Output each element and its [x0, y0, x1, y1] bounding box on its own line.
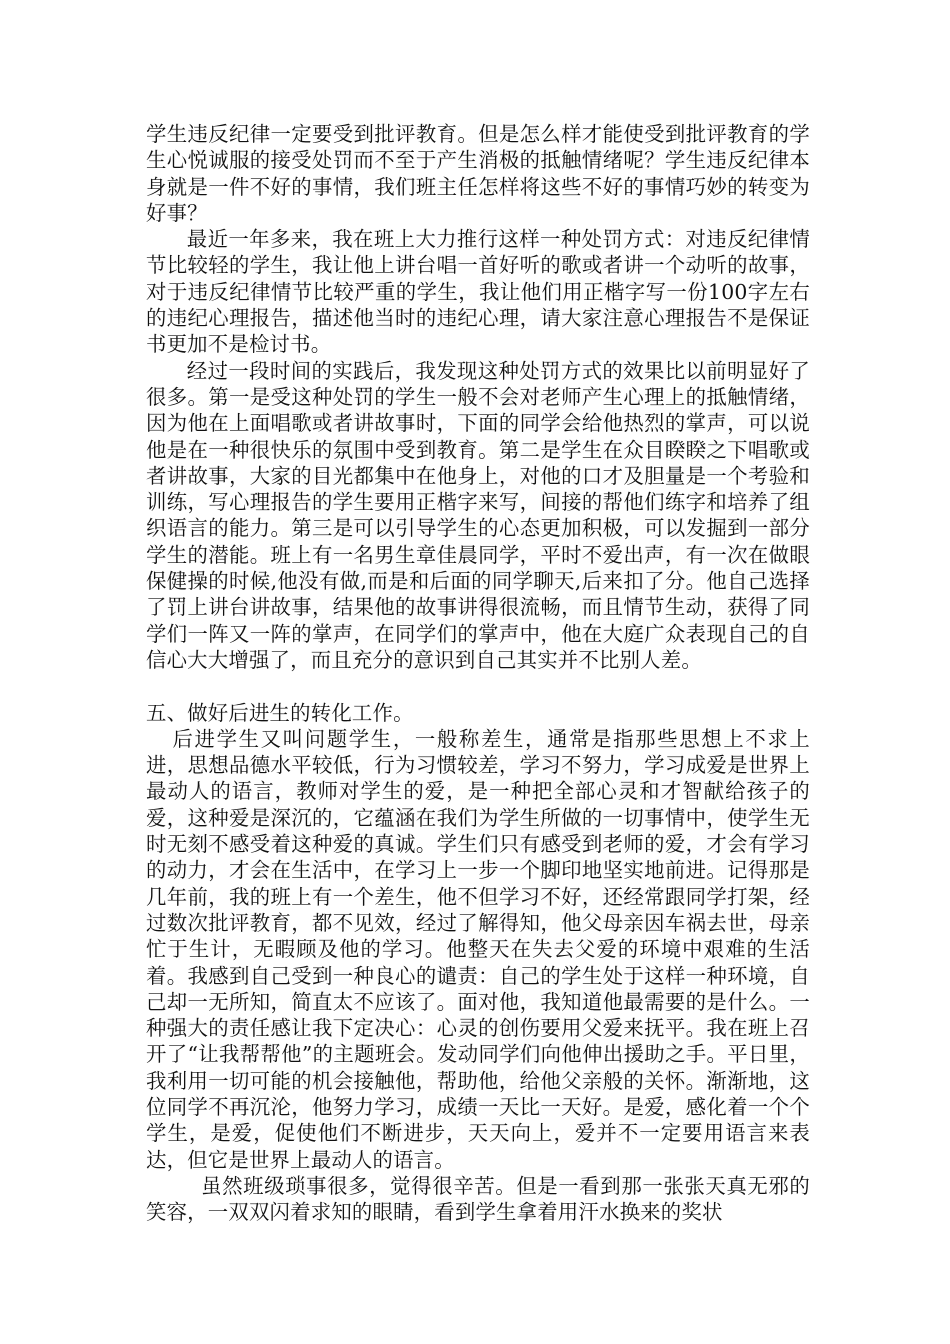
paragraph-3: 经过一段时间的实践后，我发现这种处罚方式的效果比以前明显好了很多。第一是受这种处罚的学生一般不会对老师产生心理上的抵触情绪，因为他在上面唱歌或者讲故事时，下面的同学会给他热烈的掌声，可以说他是在一种很快乐的氛围中受到教育。第二是学生在众目睽睽之下唱歌或者讲故事，大家的目光都集中在他身上，对他的口才及胆量是一个考验和训练，写心理报告的学生要用正楷字来写，间接的帮他们练字和培养了组织语言的能力。第三是可以引导学生的心态更加积极，可以发掘到一部分学生的潜能。班上有一名男生章佳晨同学，平时不爱出声，有一次在做眼保健操的时候,他没有做,而是和后面的同学聊天,后来扣了分。他自己选择了罚上讲台讲故事，结果他的故事讲得很流畅，而且情节生动，获得了同学们一阵又一阵的掌声，在同学们的掌声中，他在大庭广众表现自己的自信心大大增强了，而且充分的意识到自己其实并不比别人差。: [146, 358, 810, 672]
paragraph-4: 后进学生又叫问题学生，一般称差生，通常是指那些思想上不求上进，思想品德水平较低，行为习惯较差，学习不努力，学习成爱是世界上最动人的语言，教师对学生的爱，是一种把全部心灵和才智献给孩子的爱，这种爱是深沉的，它蕴涵在我们为学生所做的一切事情中，使学生无时无刻不感受着这种爱的真诚。学生们只有感受到老师的爱，才会有学习的动力，才会在生活中，在学习上一步一个脚印地坚实地前进。记得那是几年前，我的班上有一个差生，他不但学习不好，还经常跟同学打架，经过数次批评教育，都不见效，经过了解得知，他父母亲因车祸去世，母亲忙于生计，无暇顾及他的学习。他整天在失去父爱的环境中艰难的生活着。我感到自己受到一种良心的谴责：自己的学生处于这样一种环境，自己却一无所知，简直太不应该了。面对他，我知道他最需要的是什么。一种强大的责任感让我下定决心：心灵的创伤要用父爱来抚平。我在班上召开了“让我帮帮他”的主题班会。发动同学们向他伸出援助之手。平日里，我利用一切可能的机会接触他，帮助他，给他父亲般的关怀。渐渐地，这位同学不再沉沦，他努力学习，成绩一天比一天好。是爱，感化着一个个学生，是爱，促使他们不断进步，天天向上，爱并不一定要用语言来表达，但它是世界上最动人的语言。: [146, 726, 810, 1172]
document-body: [146, 121, 810, 1225]
paragraph-2: 最近一年多来，我在班上大力推行这样一种处罚方式：对违反纪律情节比较轻的学生，我让他上讲台唱一首好听的歌或者讲一个动听的故事，对于违反纪律情节比较严重的学生，我让他们用正楷字写一份100字左右的违纪心理报告，描述他当时的违纪心理，请大家注意心理报告不是保证书更加不是检讨书。: [146, 227, 810, 357]
paragraph-1: 学生违反纪律一定要受到批评教育。但是怎么样才能使受到批评教育的学生心悦诚服的接受处罚而不至于产生消极的抵触情绪呢？学生违反纪律本身就是一件不好的事情，我们班主任怎样将这些不好的事情巧妙的转变为好事？: [146, 122, 810, 225]
paragraph-5: 虽然班级琐事很多，觉得很辛苦。但是一看到那一张张天真无邪的笑容，一双双闪着求知的眼睛，看到学生拿着用汗水换来的奖状: [146, 1173, 810, 1225]
blank-line: [146, 673, 810, 699]
section-heading: 五、做好后进生的转化工作。: [146, 700, 414, 725]
